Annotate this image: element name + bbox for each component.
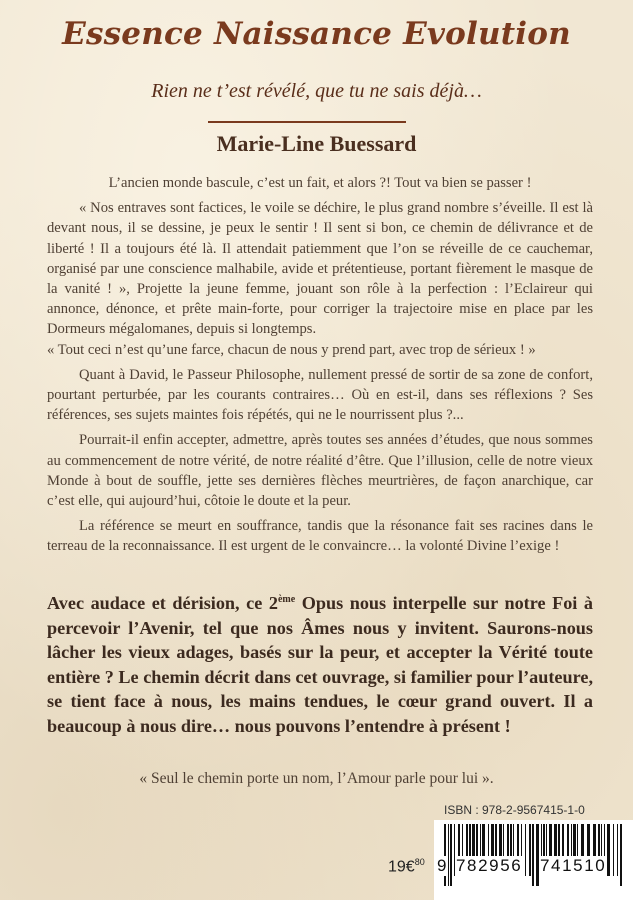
barcode-bar (532, 824, 534, 886)
paragraph-4: La référence se meurt en souffrance, tandis que la résonance fait ses racines dans le terreau de la reconnaissance. Il est urgent de le convaincre… la volonté Divine l’exige ! (47, 518, 593, 555)
barcode-bar (607, 824, 610, 876)
intro-line: L’ancien monde bascule, c’est un fait, et alors ?! Tout va bien se passer ! (108, 175, 532, 191)
barcode-bars (442, 824, 627, 886)
price-cents: 80 (414, 857, 425, 867)
paragraph-1-quote: « Tout ceci n’est qu’une farce, chacun de nous y prend part, avec trop de sérieux ! » (47, 341, 536, 358)
barcode-bar (525, 824, 526, 876)
highlight-rest: Opus nous interpelle sur notre Foi à percevoir l’Avenir, tel que nos Âmes nous y invitent. Saurons-nous lâcher les vieux adages, basés sur la peur, et accepter la Vérité toute entière ? Le chemin décrit dans cet ouvrage, si familier pour l’auteure, se tient face à nous, les mains tendues, le cœur grand ouvert. Il a beaucoup à nous dire… nous pouvons l’entendre à présent ! (47, 593, 593, 736)
barcode-bar (529, 824, 531, 876)
barcode-bar (536, 824, 539, 886)
barcode-digit-first: 9 (437, 856, 447, 875)
highlight-start: Avec audace et dérision, ce 2 (47, 593, 278, 613)
barcode-digits-right: 741510 (540, 856, 607, 875)
paragraph-2: Quant à David, le Passeur Philosophe, nullement pressé de sortir de sa zone de confort, pourtant perturbée, par les courants contraires… Où en est-il, dans ses réflexions ? Ses références, ses sujets maintes fois répétés, qui ne le nourrissent plus ?... (47, 366, 593, 424)
price (388, 857, 425, 876)
closing-quote: « Seul le chemin porte un nom, l’Amour parle pour lui ». (139, 770, 494, 787)
author-name: Marie-Line Buessard (216, 131, 417, 156)
subtitle: Rien ne t’est révélé, que tu ne sais déjà… (151, 80, 482, 102)
back-cover-text (47, 173, 593, 557)
price-main: 19€ (388, 858, 415, 876)
barcode-bar (617, 824, 618, 876)
highlight-paragraph (47, 591, 593, 739)
isbn-label: ISBN : 978-2-9567415-1-0 (444, 803, 585, 817)
highlight-superscript: ème (277, 593, 296, 605)
title-rule (208, 121, 406, 123)
barcode-bar (620, 824, 622, 886)
title: Essence Naissance Evolution (62, 16, 571, 52)
paragraph-3: Pourrait-il enfin accepter, admettre, après toutes ses années d’études, que nous sommes au commencement de notre vérité, de notre réalité d’être. Que l’illusion, celle de notre vieux Monde à bout de souffle, jette ses dernières flèches meurtrières, de façon anarchique, car c’est elle, qui aujourd’hui, côtoie le doute et la peur. (47, 432, 593, 510)
paragraph-1: « Nos entraves sont factices, le voile se déchire, le plus grand nombre s’éveille. Il est là devant nous, il se dessine, je peux le sentir ! Il sent si bon, ce chemin de délivrance et de liberté ! Il a toujours été là. Il attendait patiemment que l’on se réveille de ce cauchemar, organisé par une conscience malhabile, avide et prétentieuse, portant fièrement le masque de la vanité ! », Projette la jeune femme, jouant son rôle à la perfection : l’Eclaireur qui annonce, dénonce, et prête main-forte, pour corriger la trajectoire mise en place par les Dormeurs mégalomanes, depuis si longtemps. (47, 200, 593, 338)
barcode-bar (448, 824, 449, 886)
barcode-bar (444, 824, 446, 886)
barcode-bar (613, 824, 614, 876)
barcode-digits-left: 782956 (456, 856, 523, 875)
barcode-bar (450, 824, 452, 886)
